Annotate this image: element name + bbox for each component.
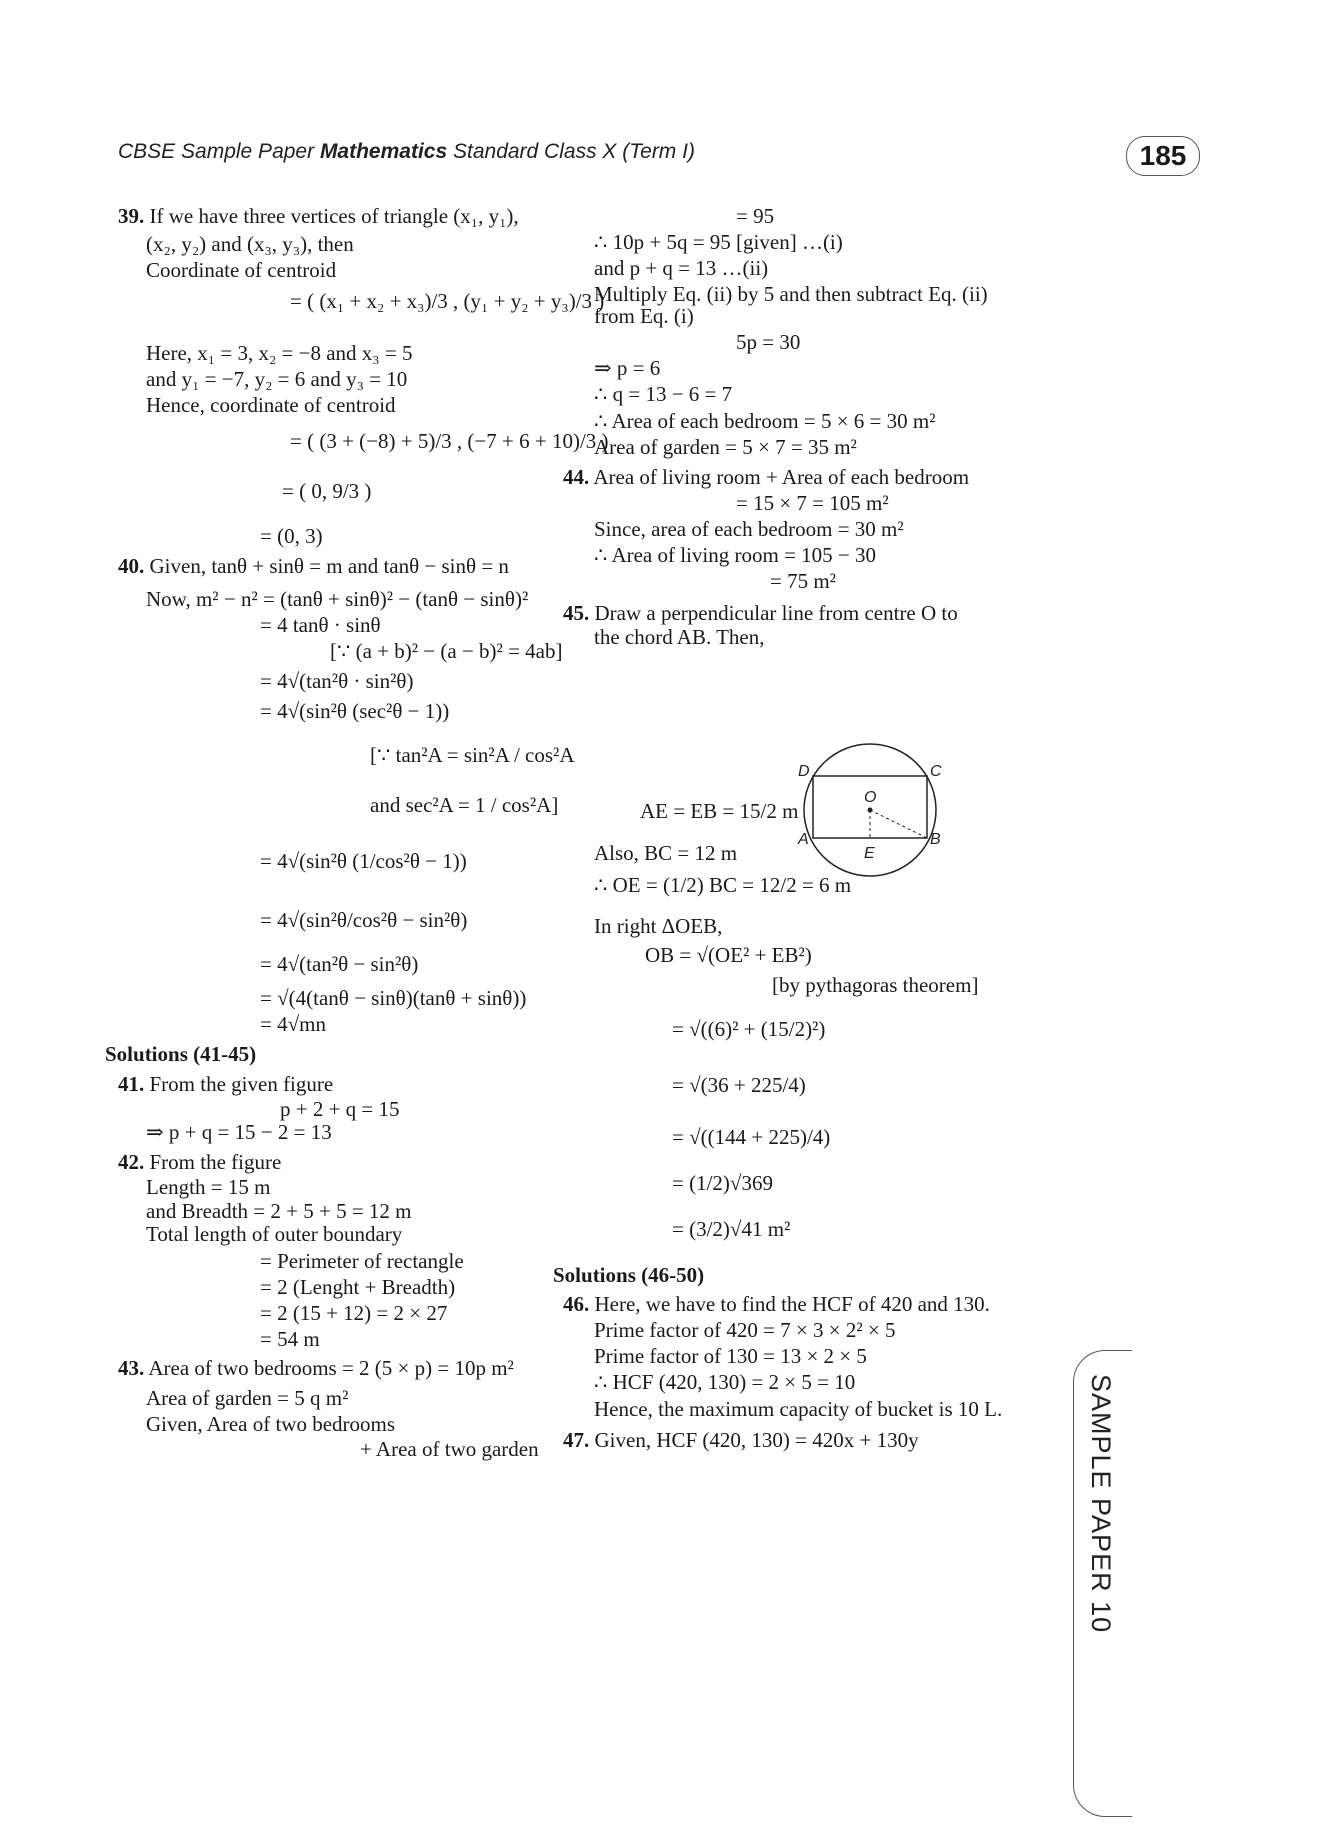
math-line: = 4√(sin²θ (sec²θ − 1)) [260,699,450,723]
label-b: B [930,831,941,848]
question-number: 39. [118,204,145,228]
circle-figure [790,730,950,890]
math-line: ⇒ p = 6 [594,356,661,380]
label-c: C [930,763,942,780]
text-line: Multiply Eq. (ii) by 5 and then subtract Eq. (ii) [594,282,988,306]
math-line: = 2 (Lenght + Breadth) [260,1275,456,1299]
question-44 [563,466,969,489]
text-line: from Eq. (i) [594,304,694,328]
question-number: 45. [563,601,590,625]
question-40 [118,555,509,578]
math-line: = 54 m [260,1327,320,1351]
math-line: = 15 × 7 = 105 m² [736,491,889,515]
label-e: E [864,845,875,862]
question-text: Draw a perpendicular line from centre O to [589,601,958,625]
math-line: and sec²A = 1 / cos²A] [370,793,559,817]
math-line: = (3/2)√41 m² [672,1217,791,1241]
question-number: 40. [118,554,145,578]
text-line: Hence, coordinate of centroid [146,393,396,417]
text-line: Since, area of each bedroom = 30 m² [594,517,904,541]
question-42 [118,1151,281,1174]
question-45 [563,602,958,625]
question-text: Here, we have to find the HCF of 420 and 130. [589,1292,990,1316]
text-line: Hence, the maximum capacity of bucket is 10 L. [594,1397,1003,1421]
math-line: = 95 [736,204,775,228]
math-line: ⇒ p + q = 15 − 2 = 13 [146,1120,332,1144]
math-line: [by pythagoras theorem] [772,973,979,997]
label-a: A [798,831,809,848]
question-text: Area of two bedrooms = 2 (5 × p) = 10p m² [144,1356,514,1380]
math-line: AE = EB = 15/2 m [640,799,799,823]
text-line: the chord AB. Then, [594,625,765,649]
label-o: O [864,789,877,806]
math-line: = (0, 3) [260,524,323,548]
math-line: ∴ 10p + 5q = 95 [given] …(i) [594,230,843,254]
question-41 [118,1073,333,1096]
math-line: = 4√(tan²θ − sin²θ) [260,952,419,976]
question-number: 46. [563,1292,590,1316]
text-line: Total length of outer boundary [146,1222,403,1246]
text-line: (x₂, y₂) and (x₃, y₃), then [146,232,354,256]
math-line: = 4√(sin²θ (1/cos²θ − 1)) [260,849,467,873]
question-text: If we have three vertices of triangle (x₁, y₁), [144,204,519,228]
math-line: = 4 tanθ · sinθ [260,613,381,637]
text-line: Length = 15 m [146,1175,271,1199]
math-line: = √(36 + 225/4) [672,1073,806,1097]
math-line: = ( (3 + (−8) + 5)/3 , (−7 + 6 + 10)/3 ) [290,429,609,453]
segment-ob [870,810,927,838]
running-header: CBSE Sample Paper Mathematics Standard Class X (Term I) [118,140,695,163]
math-line: ∴ OE = (1/2) BC = 12/2 = 6 m [594,873,852,897]
question-text: Given, HCF (420, 130) = 420x + 130y [589,1428,919,1452]
question-number: 41. [118,1072,145,1096]
question-46 [563,1293,990,1316]
math-line: p + 2 + q = 15 [280,1097,400,1121]
text-line: Area of garden = 5 × 7 = 35 m² [594,435,857,459]
question-text: Given, tanθ + sinθ = m and tanθ − sinθ = n [144,554,509,578]
math-line: = 2 (15 + 12) = 2 × 27 [260,1301,448,1325]
text-line: Given, Area of two bedrooms [146,1412,396,1436]
math-line: [∵ (a + b)² − (a − b)² = 4ab] [330,639,563,663]
math-line: = √((6)² + (15/2)²) [672,1017,826,1041]
question-number: 43. [118,1356,145,1380]
text-line: Here, x₁ = 3, x₂ = −8 and x₃ = 5 [146,341,413,365]
text-line: In right ΔOEB, [594,914,723,938]
text-line: ∴ HCF (420, 130) = 2 × 5 = 10 [594,1370,856,1394]
label-d: D [798,763,810,780]
question-number: 42. [118,1150,145,1174]
text-line: ∴ Area of living room = 105 − 30 [594,543,877,567]
question-47 [563,1429,919,1452]
math-line: = ( 0, 9/3 ) [282,479,372,503]
math-line: = (1/2)√369 [672,1171,773,1195]
math-line: = Perimeter of rectangle [260,1249,464,1273]
section-heading: Solutions (46-50) [553,1263,705,1287]
math-line: = 4√mn [260,1012,326,1036]
math-line: = 4√(tan²θ · sin²θ) [260,669,414,693]
side-tab-label: SAMPLE PAPER 10 [1086,1374,1116,1634]
question-number: 44. [563,465,590,489]
question-text: From the given figure [144,1072,334,1096]
section-heading: Solutions (41-45) [105,1042,257,1066]
math-line: 5p = 30 [736,330,801,354]
math-line: + Area of two garden [360,1437,539,1461]
math-line: ∴ q = 13 − 6 = 7 [594,382,733,406]
question-text: From the figure [144,1150,282,1174]
math-line: OB = √(OE² + EB²) [645,943,812,967]
text-line: Also, BC = 12 m [594,841,738,865]
math-line: = 4√(sin²θ/cos²θ − sin²θ) [260,908,468,932]
math-line: and p + q = 13 …(ii) [594,256,769,280]
math-line: [∵ tan²A = sin²A / cos²A [370,743,575,767]
text-line: ∴ Area of each bedroom = 5 × 6 = 30 m² [594,409,936,433]
question-number: 47. [563,1428,590,1452]
text-line: and y₁ = −7, y₂ = 6 and y₃ = 10 [146,367,408,391]
text-line: Prime factor of 420 = 7 × 3 × 2² × 5 [594,1318,896,1342]
question-text: Area of living room + Area of each bedroom [589,465,970,489]
math-line: = 75 m² [770,569,836,593]
math-line: = √((144 + 225)/4) [672,1125,831,1149]
question-39 [118,205,519,228]
text-line: Area of garden = 5 q m² [146,1386,349,1410]
question-43 [118,1357,514,1380]
math-line: = √(4(tanθ − sinθ)(tanθ + sinθ)) [260,986,527,1010]
math-line: = ( (x₁ + x₂ + x₃)/3 , (y₁ + y₂ + y₃)/3 ) [290,289,605,313]
text-line: and Breadth = 2 + 5 + 5 = 12 m [146,1199,412,1223]
text-line: Now, m² − n² = (tanθ + sinθ)² − (tanθ − sinθ)² [146,587,529,611]
side-tab [1068,1350,1132,1830]
text-line: Prime factor of 130 = 13 × 2 × 5 [594,1344,867,1368]
page-number: 185 [1126,136,1200,176]
text-line: Coordinate of centroid [146,258,337,282]
